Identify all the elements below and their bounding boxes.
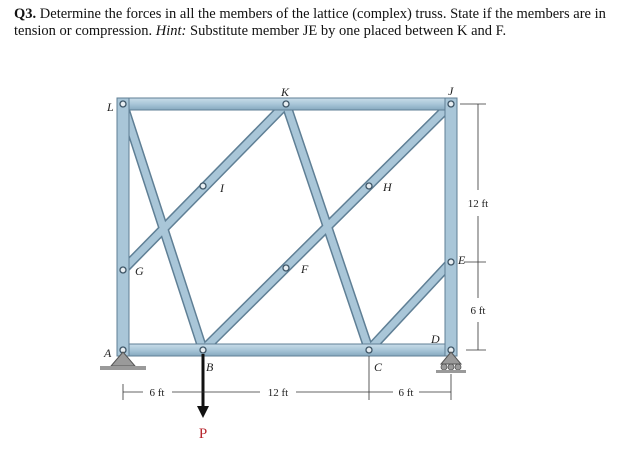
pin-G	[120, 267, 126, 273]
label-G: G	[135, 264, 144, 278]
pin-K	[283, 101, 289, 107]
label-A: A	[104, 346, 112, 360]
dim-12ft-middle: 12 ft	[267, 387, 289, 399]
hint-label: Hint:	[155, 23, 187, 39]
load-label: P	[198, 426, 208, 442]
member-bottom-chord	[118, 344, 456, 356]
label-K: K	[281, 85, 290, 99]
question-body-2: Substitute member JE by one placed between K and F.	[186, 23, 507, 39]
dim-6ft-vertical: 6 ft	[470, 305, 486, 317]
dim-6ft-left: 6 ft	[149, 387, 165, 399]
pin-J	[448, 101, 454, 107]
member-right-post	[445, 98, 457, 356]
pin-L	[120, 101, 126, 107]
label-E: E	[458, 253, 466, 267]
pin-I	[200, 183, 206, 189]
label-C: C	[374, 360, 383, 374]
question-number: Q3.	[14, 6, 37, 22]
label-L: L	[107, 100, 114, 114]
pin-F	[283, 265, 289, 271]
dim-6ft-right: 6 ft	[398, 387, 414, 399]
dim-12ft-vertical: 12 ft	[467, 198, 489, 210]
label-B: B	[206, 360, 214, 374]
member-left-post	[117, 98, 129, 356]
pin-C	[366, 347, 372, 353]
label-F: F	[301, 262, 309, 276]
question-body-1: Determine the forces in all the members of the lattice (complex) truss. State if the members are in tension or compression.	[14, 6, 606, 39]
label-I: I	[220, 181, 224, 195]
pin-E	[448, 259, 454, 265]
label-D: D	[431, 332, 440, 346]
pin-H	[366, 183, 372, 189]
label-H: H	[383, 180, 392, 194]
label-J: J	[448, 84, 454, 98]
pin-B	[200, 347, 206, 353]
